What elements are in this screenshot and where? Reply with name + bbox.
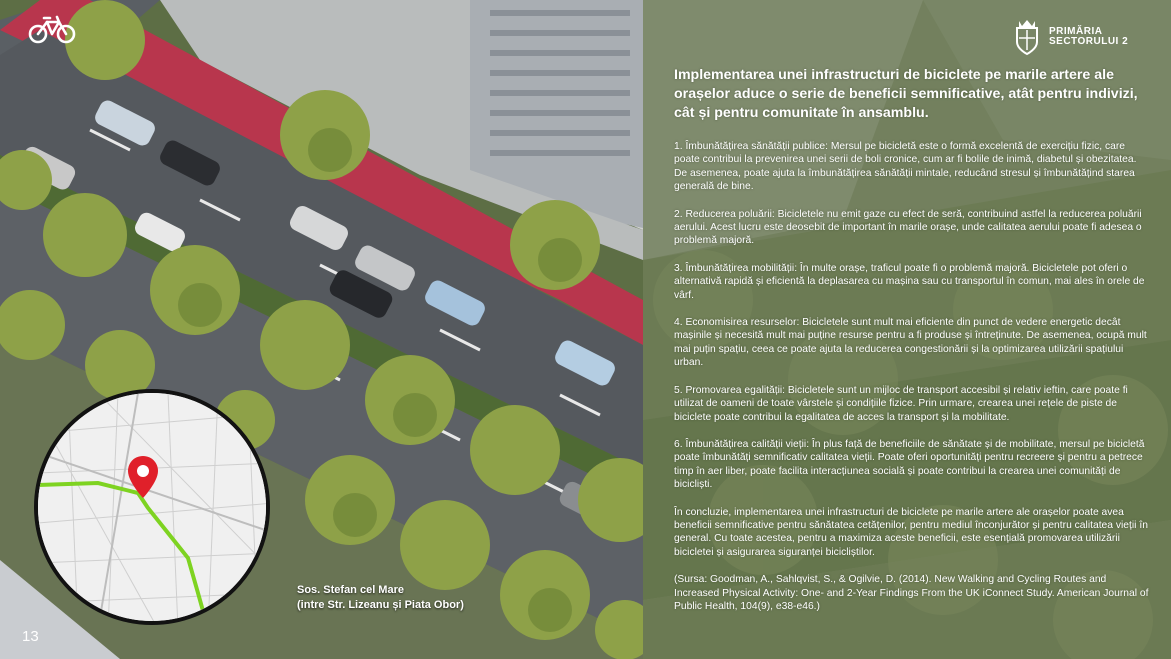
text-panel: [643, 0, 1171, 659]
bicycle-icon: [28, 14, 76, 44]
street-label-line2: (intre Str. Lizeanu și Piata Obor): [297, 599, 464, 611]
coat-of-arms-icon: [1013, 18, 1041, 56]
street-label: [297, 583, 464, 613]
logo-line2: SECTORULUI 2: [1049, 36, 1129, 47]
paragraph-quality-of-life: 6. Îmbunătățirea calității vieții: În plus față de beneficiile de sănătate și de mobilitate, mersul pe bicicletă poate îmbunătăți semnificativ calitatea vieții. Poate oferi oportunități pentru recreere și pentru a petrece timp în aer liber, poate facilita interacțiunea socială și poate contribui la crearea unei comunități de bicicliști.: [674, 438, 1145, 491]
paragraph-conclusion: În concluzie, implementarea unei infrastructuri de biciclete pe marile artere ale orașelor poate avea beneficii semnificative pentru sănătatea cetățenilor, pentru mediul înconjurător și pentru calitatea vieții în general. Cu toate acestea, pentru a maximiza aceste beneficii, este esențială promovarea utilizării bicicletei și asigurarea siguranței bicicliștilor.: [674, 506, 1148, 558]
article-heading: Implementarea unei infrastructuri de biciclete pe marile artere ale orașelor aduce o serie de beneficii semnificative, atât pentru indivizi, cât și pentru comunitate în ansamblu.: [674, 67, 1138, 121]
article-content: [674, 66, 1150, 627]
logo-line1: PRIMĂRIA: [1049, 26, 1103, 37]
location-map: [34, 389, 270, 625]
paragraph-equality: 5. Promovarea egalității: Bicicletele sunt un mijloc de transport accesibil și relativ ieftin, care poate fi utilizat de oameni de toate vârstele și condițiile fizice. Prin urmare, crearea unei rețele de piste de biciclete poate contribui la egalitatea de acces la transport și la mobilitate.: [674, 384, 1128, 423]
paragraph-health: 1. Îmbunătățirea sănătății publice: Mersul pe bicicletă este o formă excelentă de exercițiu fizic, care poate contribui la prevenirea unei serii de boli cronice, cum ar fi bolile de inimă, diabetul și obezitatea. De asemenea, poate ajuta la îmbunătățirea sănătății mintale, reducând stresul și îmbunătățind starea generală de bine.: [674, 141, 1137, 193]
paragraph-pollution: 2. Reducerea poluării: Bicicletele nu emit gaze cu efect de seră, contribuind astfel la reducerea poluării aerului. Acest lucru este deosebit de important în marile orașe, unde calitatea aerului poate fi adesea o problemă majoră.: [674, 208, 1142, 247]
source-citation: (Sursa: Goodman, A., Sahlqvist, S., & Ogilvie, D. (2014). New Walking and Cycling Routes and Increased Physical Activity: One- and 2-Year Findings From the UK iConnect Study. American Journal of Public Health, 104(9), e38-e46.): [674, 574, 1149, 612]
location-pin-icon: [126, 455, 160, 499]
paragraph-resources: 4. Economisirea resurselor: Bicicletele sunt mult mai eficiente din punct de vedere energetic decât mașinile și necesită mult mai puține resurse pentru a fi produse și întreținute. De asemenea, ocupă mult mai puțin spațiu, ceea ce poate ajuta la reducerea congestionării și la optimizarea utilizării spațiului urban.: [674, 317, 1147, 369]
page-number: 13: [22, 628, 39, 645]
street-label-line1: Sos. Stefan cel Mare: [297, 584, 404, 596]
logo: [1013, 18, 1128, 56]
paragraph-mobility: 3. Îmbunătățirea mobilității: În multe orașe, traficul poate fi o problemă majoră. Bicicletele pot oferi o alternativă rapidă și eficientă la deplasarea cu mașina sau cu transportul în comun, mai ales în orele de vârf.: [674, 262, 1145, 301]
